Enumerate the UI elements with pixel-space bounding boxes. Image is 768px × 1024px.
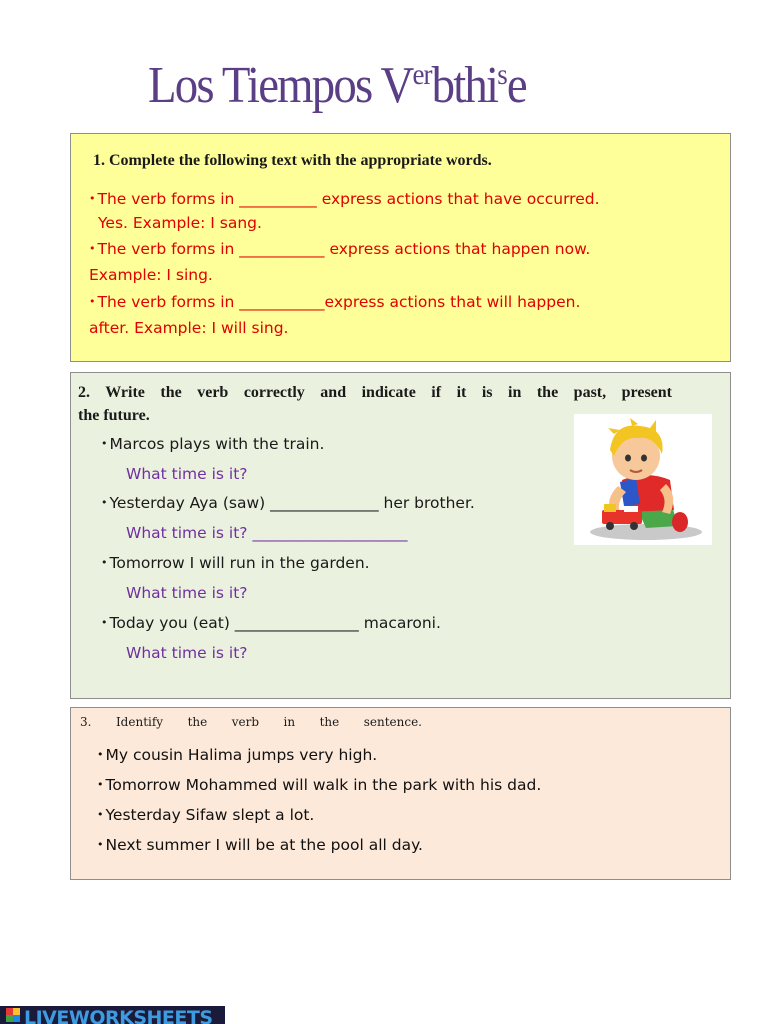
exercise-2-question: What time is it?	[126, 584, 248, 602]
bullet-icon: •	[101, 616, 108, 629]
title-part: e	[506, 57, 526, 114]
exercise-1-heading: 1. Complete the following text with the appropriate words.	[93, 152, 492, 169]
exercise-3-box	[70, 707, 731, 880]
exercise-3-heading: 3. Identify the verb in the sentence.	[80, 715, 422, 729]
exercise-2-question: What time is it?	[126, 644, 248, 662]
liveworksheets-logo[interactable]	[0, 1006, 225, 1024]
bullet-icon: •	[101, 496, 108, 509]
exercise-3-sentence: • Tomorrow Mohammed will walk in the park with his dad.	[97, 776, 542, 794]
exercise-2-question: What time is it?	[126, 465, 248, 483]
boy-illustration-icon	[574, 414, 712, 545]
exercise-2-sentence: • Today you (eat) ________________ macaroni.	[101, 614, 441, 632]
bullet-icon: •	[97, 748, 104, 761]
exercise-2-sentence: • Marcos plays with the train.	[101, 435, 325, 453]
exercise-1-line: Example: I sing.	[89, 266, 213, 284]
bullet-icon: •	[97, 838, 104, 851]
exercise-2-sentence: • Tomorrow I will run in the garden.	[101, 554, 370, 572]
exercise-1-line: • The verb forms in ___________ express actions that happen now.	[89, 240, 591, 258]
title-part: hi	[464, 57, 498, 114]
exercise-3-sentence: • My cousin Halima jumps very high.	[97, 746, 378, 764]
logo-text: LIVEWORKSHEETS	[24, 1007, 213, 1024]
exercise-1-box	[70, 133, 731, 362]
exercise-2-sentence: • Yesterday Aya (saw) ______________ her brother.	[101, 494, 475, 512]
exercise-1-line: • The verb forms in __________ express actions that have occurred.	[89, 190, 600, 208]
bullet-icon: •	[89, 242, 96, 255]
exercise-2-heading-cont: the future.	[78, 407, 150, 424]
exercise-2-heading: 2. Write the verb correctly and indicate if it is in the past, present	[78, 384, 672, 401]
exercise-2-question: What time is it? ____________________	[126, 524, 408, 542]
exercise-3-sentence: • Next summer I will be at the pool all day.	[97, 836, 423, 854]
exercise-1-line: Yes. Example: I sang.	[98, 214, 262, 232]
bullet-icon: •	[97, 808, 104, 821]
page-title	[148, 40, 580, 114]
bullet-icon: •	[89, 192, 96, 205]
title-sup: s	[497, 58, 507, 91]
bullet-icon: •	[89, 295, 96, 308]
exercise-1-line: • The verb forms in ___________express actions that will happen.	[89, 293, 581, 311]
title-sup: er	[412, 58, 432, 91]
exercise-3-sentence: • Yesterday Sifaw slept a lot.	[97, 806, 315, 824]
title-part: bt	[431, 57, 465, 114]
exercise-1-line: after. Example: I will sing.	[89, 319, 289, 337]
title-part: Los Tiempos V	[148, 57, 413, 114]
bullet-icon: •	[101, 437, 108, 450]
bullet-icon: •	[97, 778, 104, 791]
bullet-icon: •	[101, 556, 108, 569]
exercise-2-box	[70, 372, 731, 699]
boy-playing-train-image	[574, 414, 712, 545]
logo-mark-icon	[6, 1008, 20, 1022]
